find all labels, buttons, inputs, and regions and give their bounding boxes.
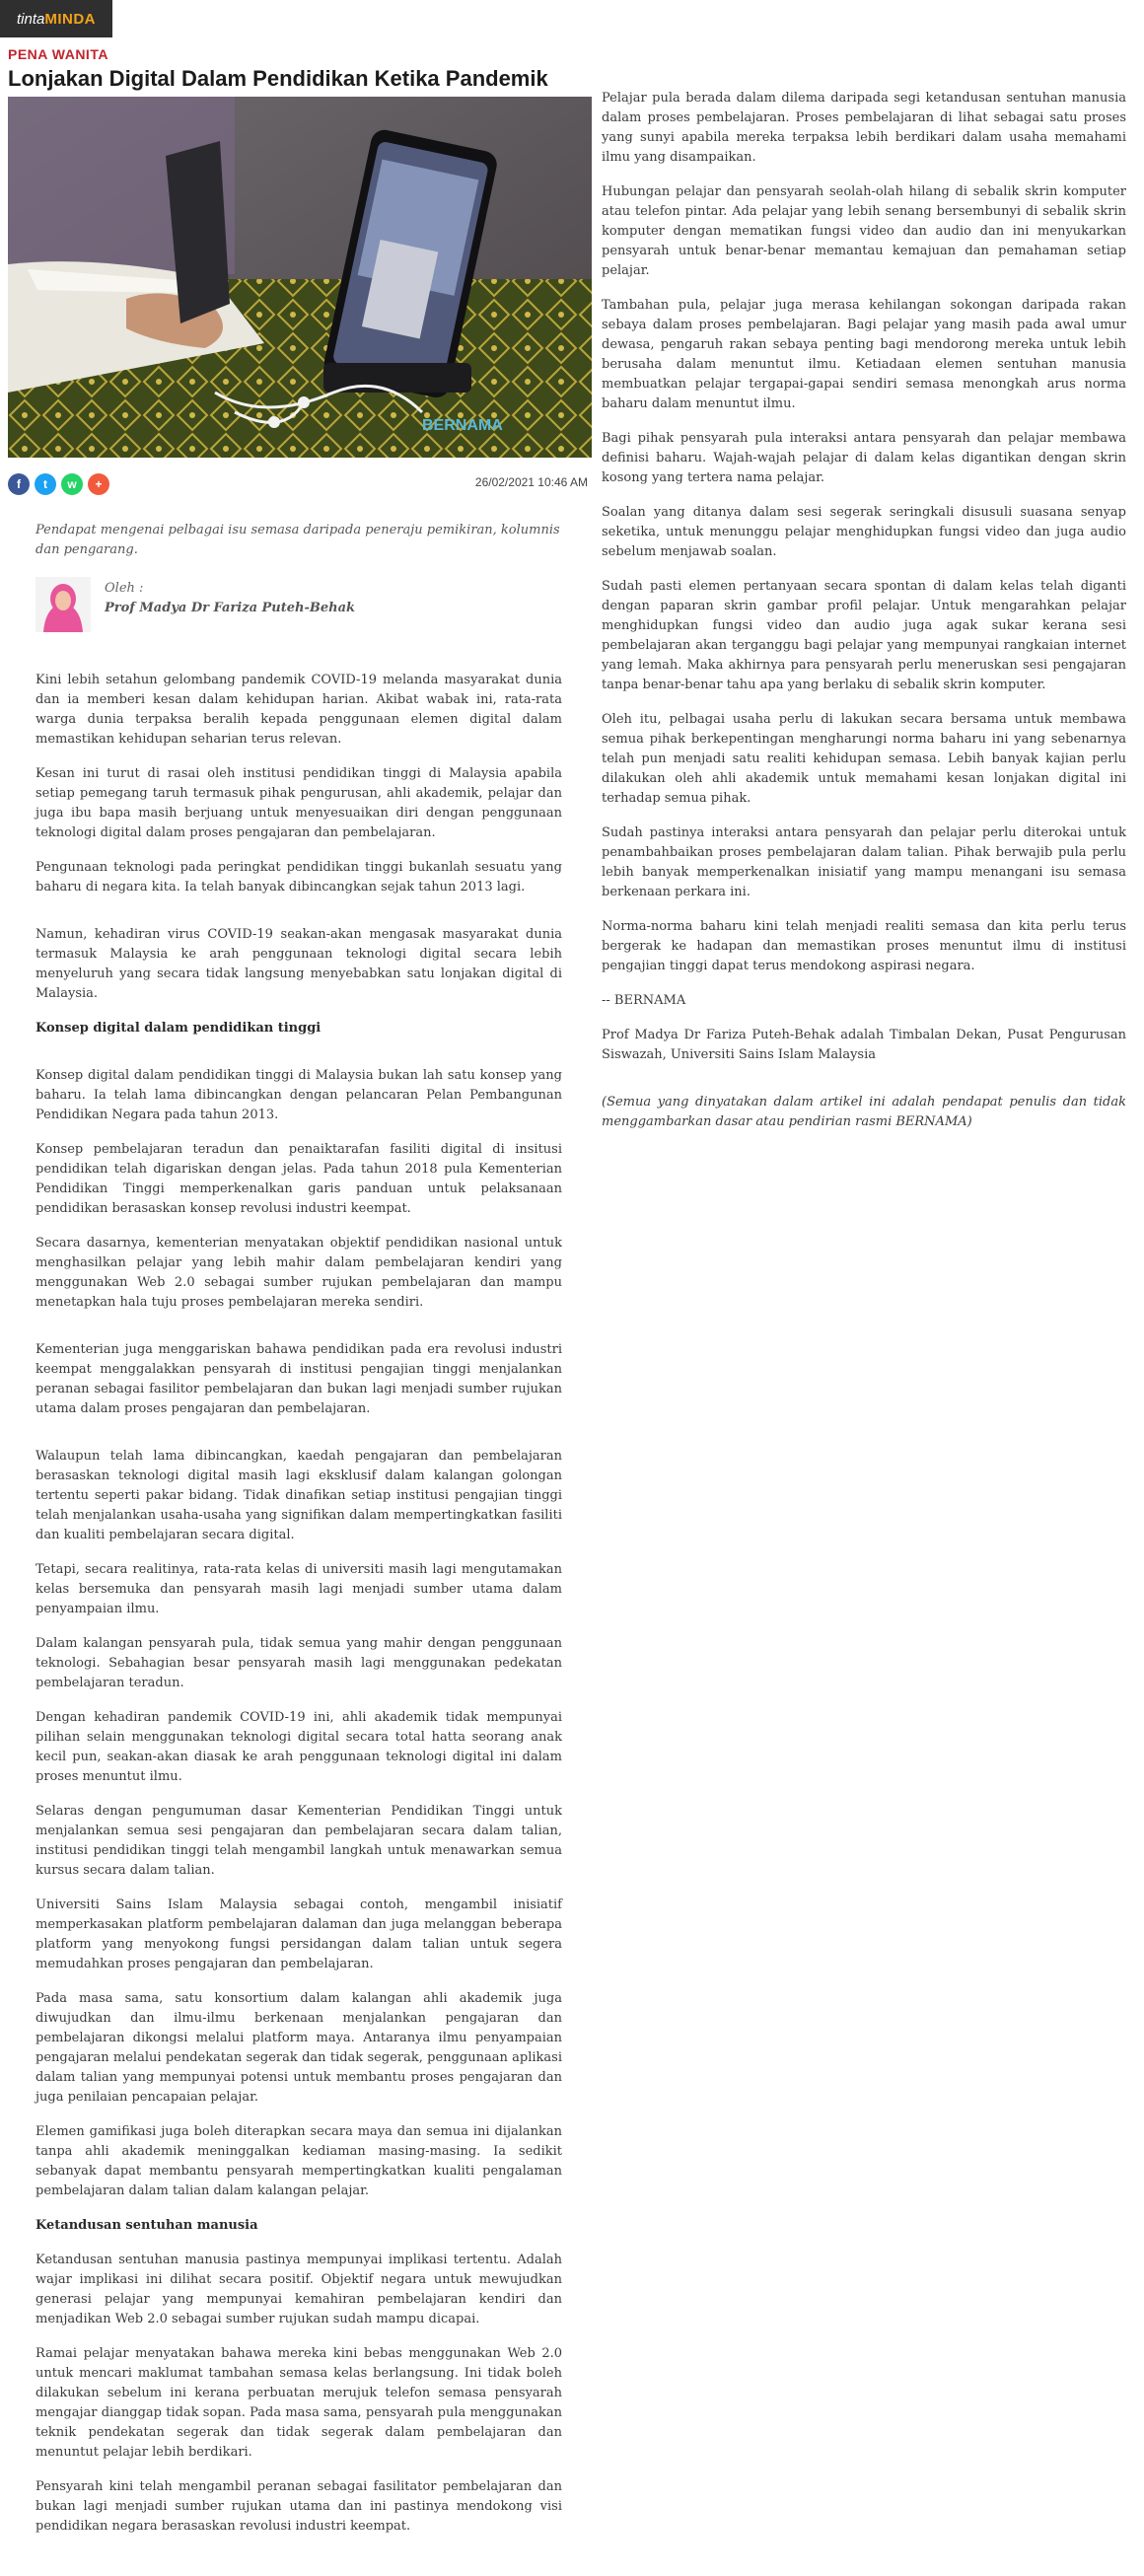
- paragraph: Hubungan pelajar dan pensyarah seolah-olah hilang di sebalik skrin komputer atau telefon pintar. Ada pelajar yang lebih senang bersembunyi di sebalik skrin komputer dengan mematikan fungsi video dan audio dan ini menyukarkan pensyarah untuk benar-benar memantau kemajuan dan pemahaman setiap pelajar.: [602, 184, 1126, 278]
- paragraph: Tambahan pula, pelajar juga merasa kehilangan sokongan daripada rakan sebaya dalam proses pembelajaran. Bagi pelajar yang masih pada awal umur dewasa, pengaruh rakan sebaya penting bagi mendorong mereka untuk lebih berusaha dalam menuntut ilmu. Ketiadaan elemen sentuhan manusia membuatkan pelajar tergapai-gapai sendiri semasa menongkah arus norma baharu dalam menuntut ilmu.: [602, 298, 1126, 411]
- paragraph: Selaras dengan pengumuman dasar Kementerian Pendidikan Tinggi untuk menjalankan semua sesi pengajaran dan pembelajaran secara dalam talian, institusi pendidikan tinggi telah mengambil langkah untuk menawarkan semua kursus secara dalam talian.: [36, 1804, 562, 1878]
- site-logo[interactable]: [0, 0, 112, 37]
- article-body-right: [602, 89, 1126, 1147]
- whatsapp-share-icon[interactable]: w: [61, 473, 83, 495]
- paragraph: Konsep digital dalam pendidikan tinggi di Malaysia bukan lah satu konsep yang baharu. Ia telah lama dibincangkan dengan pelancaran Pelan Pembangunan Pendidikan Negara pada tahun 2013.: [36, 1068, 562, 1122]
- source-credit: -- BERNAMA: [602, 993, 686, 1008]
- article-category[interactable]: PENA WANITA: [8, 46, 108, 62]
- paragraph: Sudah pastinya interaksi antara pensyarah dan pelajar perlu diterokai untuk penambahbaikan proses pembelajaran dalam talian. Pihak berwajib pula perlu lebih banyak memperkenalkan inisiatif yang mampu menangani isu semasa berkenaan perkara ini.: [602, 825, 1126, 899]
- paragraph: Kesan ini turut di rasai oleh institusi pendidikan tinggi di Malaysia apabila setiap pemegang taruh termasuk pihak pengurusan, ahli akademik, pelajar dan juga ibu bapa masih berjuang untuk menyesuaikan diri dengan penggunaan teknologi digital dalam proses pengajaran dan pembelajaran.: [36, 766, 562, 840]
- paragraph: Dalam kalangan pensyarah pula, tidak semua yang mahir dengan penggunaan teknologi. Sebahagian besar pensyarah masih lagi menggunakan pedekatan pembelajaran teradun.: [36, 1636, 562, 1690]
- paragraph: Ramai pelajar menyatakan bahawa mereka kini bebas menggunakan Web 2.0 untuk mencari maklumat tambahan semasa kelas berlangsung. Ini tidak boleh dilakukan sebelum ini kerana perbuatan merujuk telefon semasa pensyarah mengajar dianggap tidak sopan. Pada masa sama, pensyarah pula menggunakan teknik pendekatan segerak dan tidak segerak dalam pembelajaran dan menuntut pelajar lebih berdikari.: [36, 2346, 562, 2460]
- article-title: Lonjakan Digital Dalam Pendidikan Ketika Pandemik: [8, 66, 548, 91]
- paragraph: Pensyarah kini telah mengambil peranan sebagai fasilitator pembelajaran dan bukan lagi menjadi sumber rujukan utama dan ini pastinya mendokong visi pendidikan negara berasaskan revolusi industri keempat.: [36, 2479, 562, 2534]
- disclaimer: (Semua yang dinyatakan dalam artikel ini adalah pendapat penulis dan tidak menggambarkan dasar atau pendirian rasmi BERNAMA): [602, 1095, 1126, 1129]
- image-watermark: BERNAMA: [422, 417, 503, 434]
- author-avatar: [36, 577, 91, 632]
- paragraph: Konsep pembelajaran teradun dan penaiktarafan fasiliti digital di insitusi pendidikan telah digariskan dengan jelas. Pada tahun 2018 pula Kementerian Pendidikan Tinggi memperkenalkan garis panduan untuk pelaksanaan pendidikan berasaskan konsep revolusi industri keempat.: [36, 1142, 562, 1216]
- paragraph: Pada masa sama, satu konsortium dalam kalangan ahli akademik juga diwujudkan dan ilmu-ilmu berkenaan menjalankan pengajaran dan pembelajaran dikongsi melalui platform maya. Antaranya ilmu penyampaian pengajaran melalui pendekatan segerak dan tidak segerak, penggunaan aplikasi dalam talian yang mempunyai potensi untuk membantu proses pengajaran dan juga penilaian pencapaian pelajar.: [36, 1991, 562, 2105]
- article-hero-image: [8, 97, 592, 458]
- byline-label: Oleh :: [105, 581, 144, 596]
- logo-part2: MINDA: [44, 10, 97, 28]
- paragraph: Walaupun telah lama dibincangkan, kaedah pengajaran dan pembelajaran berasaskan teknologi digital masih lagi eksklusif dalam kalangan golongan tertentu seperti pakar bidang. Tidak dinafikan setiap institusi pengajian tinggi telah menjalankan usaha-usaha yang signifikan dalam mempertingkatkan fasiliti dan kualiti pembelajaran secara digital.: [36, 1449, 562, 1542]
- logo-part1: tinta: [16, 10, 45, 28]
- paragraph: Dengan kehadiran pandemik COVID-19 ini, ahli akademik tidak mempunyai pilihan selain menggunakan teknologi digital secara total hatta seorang anak kecil pun, seakan-akan diasak ke arah penggunaan teknologi digital ini dalam proses menuntut ilmu.: [36, 1710, 562, 1784]
- author-name[interactable]: Prof Madya Dr Fariza Puteh-Behak: [105, 601, 356, 615]
- article-body-left: [36, 671, 562, 2551]
- paragraph: Bagi pihak pensyarah pula interaksi antara pensyarah dan pelajar membawa definisi baharu. Wajah-wajah pelajar di dalam kelas digantikan dengan skrin kosong yang tertera nama pelajar.: [602, 431, 1126, 485]
- section-heading: Ketandusan sentuhan manusia: [36, 2218, 258, 2233]
- article-datetime: 26/02/2021 10:46 AM: [474, 475, 588, 489]
- paragraph: Pengunaan teknologi pada peringkat pendidikan tinggi bukanlah sesuatu yang baharu di negara kita. Ia telah banyak dibincangkan sejak tahun 2013 lagi.: [36, 860, 562, 894]
- paragraph: Soalan yang ditanya dalam sesi segerak seringkali disusuli suasana senyap seketika, untuk menunggu pelajar menghidupkan fungsi video dan juga audio sebelum menjawab soalan.: [602, 505, 1126, 559]
- paragraph: Secara dasarnya, kementerian menyatakan objektif pendidikan nasional untuk menghasilkan pelajar yang lebih mahir dalam pembelajaran kendiri yang menggunakan Web 2.0 sebagai sumber rujukan pembelajaran dan mampu menetapkan hala tuju proses pembelajaran mereka sendiri.: [36, 1236, 562, 1310]
- twitter-share-icon[interactable]: t: [35, 473, 56, 495]
- facebook-share-icon[interactable]: f: [8, 473, 30, 495]
- paragraph: Pelajar pula berada dalam dilema daripada segi ketandusan sentuhan manusia dalam proses pembelajaran. Proses pembelajaran di lihat sebagai satu proses yang sunyi apabila mereka terpaksa lebih berdikari dalam usaha memahami ilmu yang disampaikan.: [602, 91, 1126, 165]
- author-byline: [105, 579, 355, 618]
- paragraph: Tetapi, secara realitinya, rata-rata kelas di universiti masih lagi mengutamakan kelas bersemuka dan pensyarah masih lagi menjadi sumber utama dalam penyampaian ilmu.: [36, 1562, 562, 1616]
- column-intro: Pendapat mengenai pelbagai isu semasa daripada peneraju pemikiran, kolumnis dan pengarang.: [36, 523, 560, 557]
- more-share-icon[interactable]: +: [88, 473, 109, 495]
- section-heading: Konsep digital dalam pendidikan tinggi: [36, 1021, 322, 1036]
- paragraph: Kini lebih setahun gelombang pandemik COVID-19 melanda masyarakat dunia dan ia memberi kesan dalam kehidupan harian. Akibat wabak ini, rata-rata warga dunia terpaksa beralih kepada penggunaan elemen digital dalam memastikan kehidupan seharian terus relevan.: [36, 673, 562, 747]
- paragraph: Norma-norma baharu kini telah menjadi realiti semasa dan kita perlu terus bergerak ke hadapan dan memastikan proses menuntut ilmu di institusi pengajian tinggi dapat terus mendokong aspirasi negara.: [602, 919, 1126, 973]
- paragraph: Kementerian juga menggariskan bahawa pendidikan pada era revolusi industri keempat menggalakkan pensyarah di institusi pengajian tinggi menjalankan peranan sebagai fasilitor pembelajaran dan bukan lagi menjadi sumber rujukan utama dalam proses pengajaran dan pembelajaran.: [36, 1342, 562, 1416]
- author-bio: Prof Madya Dr Fariza Puteh-Behak adalah Timbalan Dekan, Pusat Pengurusan Siswazah, Universiti Sains Islam Malaysia: [602, 1028, 1126, 1062]
- paragraph: Elemen gamifikasi juga boleh diterapkan secara maya dan semua ini dijalankan tanpa ahli akademik meninggalkan kediaman masing-masing. Ia sedikit sebanyak dapat membantu pensyarah mempertingkatkan kualiti pengalaman pembelajaran dalam talian dalam kalangan pelajar.: [36, 2124, 562, 2198]
- paragraph: Sudah pasti elemen pertanyaan secara spontan di dalam kelas telah diganti dengan paparan skrin gambar profil pelajar. Untuk mengarahkan pelajar menghidupkan fungsi video dan audio juga agak sukar kerana sesi pembelajaran akan terganggu bagi pelajar yang mempunyai rangkaian internet yang lemah. Maka akhirnya para pensyarah perlu meneruskan sesi pengajaran tanpa benar-benar tahu apa yang berlaku di sebalik skrin komputer.: [602, 579, 1126, 692]
- paragraph: Ketandusan sentuhan manusia pastinya mempunyai implikasi tertentu. Adalah wajar implikasi ini dilihat secara positif. Objektif negara untuk mewujudkan generasi pelajar yang mempunyai kemahiran pembelajaran kendiri dan menjadikan Web 2.0 sebagai sumber rujukan sudah mampu dicapai.: [36, 2253, 562, 2326]
- paragraph: Namun, kehadiran virus COVID-19 seakan-akan mengasak masyarakat dunia termasuk Malaysia ke arah penggunaan teknologi digital secara lebih menyeluruh yang secara tidak langsung menyebabkan satu lonjakan digital di Malaysia.: [36, 927, 562, 1001]
- share-bar: [8, 473, 109, 495]
- paragraph: Universiti Sains Islam Malaysia sebagai contoh, mengambil inisiatif memperkasakan platform pembelajaran dalaman dan juga melanggan beberapa platform yang menyokong fungsi persidangan dalam talian untuk segera memudahkan proses pengajaran dan pembelajaran.: [36, 1897, 562, 1971]
- paragraph: Oleh itu, pelbagai usaha perlu di lakukan secara bersama untuk membawa semua pihak berkepentingan mengharungi norma baharu ini yang sebenarnya telah pun menjadi satu realiti kehidupan semasa. Lebih banyak kajian perlu dilakukan oleh ahli akademik untuk memahami kesan lonjakan digital ini terhadap semua pihak.: [602, 712, 1126, 806]
